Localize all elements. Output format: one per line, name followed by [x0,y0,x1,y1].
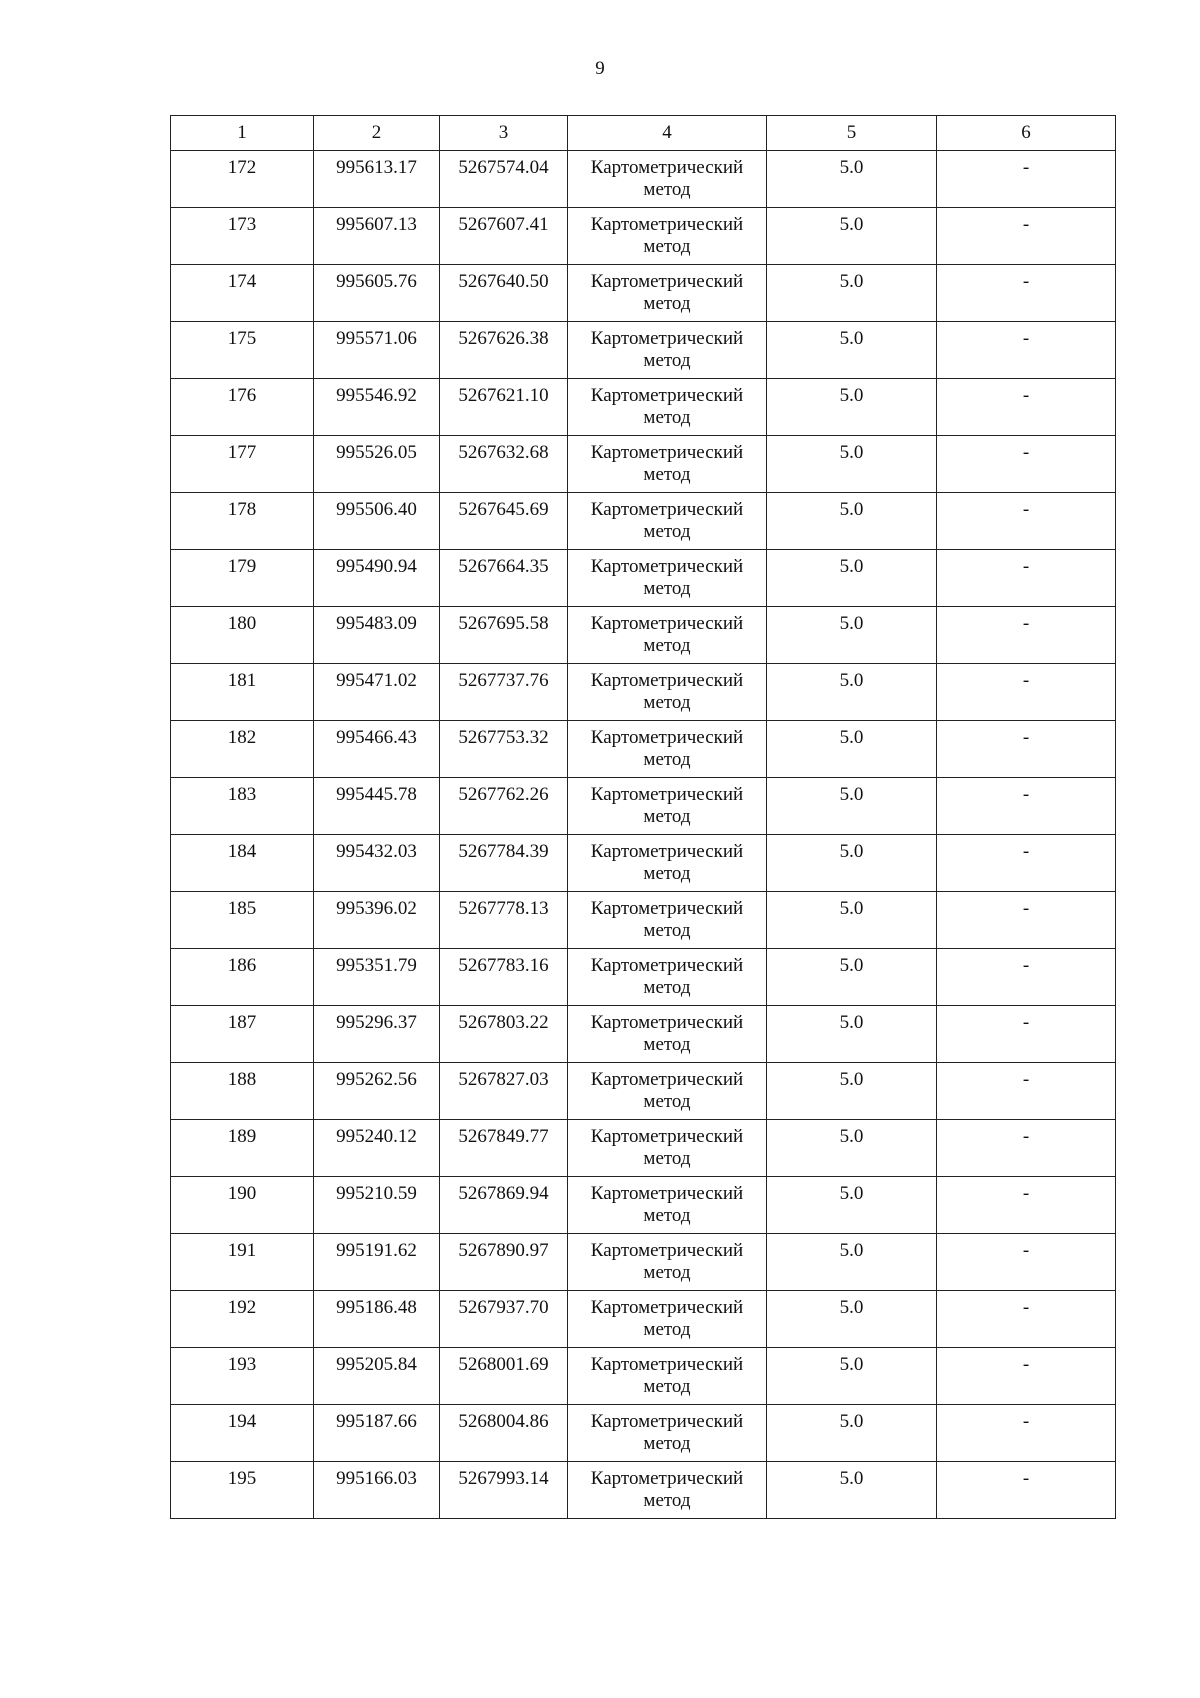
point-number-cell: 175 [171,322,314,379]
table-header [171,116,1116,151]
accuracy-cell: 5.0 [767,1405,937,1462]
accuracy-cell: 5.0 [767,1120,937,1177]
table-row [171,664,1116,721]
x-coordinate-cell: 995166.03 [314,1462,440,1519]
accuracy-cell: 5.0 [767,322,937,379]
x-coordinate-cell: 995571.06 [314,322,440,379]
note-cell: - [937,1063,1116,1120]
y-coordinate-cell: 5267621.10 [440,379,568,436]
table-row [171,322,1116,379]
x-coordinate-cell: 995471.02 [314,664,440,721]
method-cell: Картометрический метод [568,379,767,436]
method-cell: Картометрический метод [568,493,767,550]
accuracy-cell: 5.0 [767,1348,937,1405]
y-coordinate-cell: 5267664.35 [440,550,568,607]
header-cell-3: 3 [440,116,568,151]
point-number-cell: 194 [171,1405,314,1462]
point-number-cell: 185 [171,892,314,949]
point-number-cell: 173 [171,208,314,265]
note-cell: - [937,1348,1116,1405]
point-number-cell: 193 [171,1348,314,1405]
y-coordinate-cell: 5267937.70 [440,1291,568,1348]
y-coordinate-cell: 5267645.69 [440,493,568,550]
note-cell: - [937,1291,1116,1348]
table-row [171,721,1116,778]
x-coordinate-cell: 995607.13 [314,208,440,265]
accuracy-cell: 5.0 [767,1063,937,1120]
table-row [171,1405,1116,1462]
method-cell: Картометрический метод [568,322,767,379]
x-coordinate-cell: 995432.03 [314,835,440,892]
method-cell: Картометрический метод [568,892,767,949]
x-coordinate-cell: 995613.17 [314,151,440,208]
note-cell: - [937,436,1116,493]
method-cell: Картометрический метод [568,721,767,778]
x-coordinate-cell: 995546.92 [314,379,440,436]
x-coordinate-cell: 995191.62 [314,1234,440,1291]
note-cell: - [937,208,1116,265]
y-coordinate-cell: 5267640.50 [440,265,568,322]
method-cell: Картометрический метод [568,151,767,208]
y-coordinate-cell: 5267890.97 [440,1234,568,1291]
y-coordinate-cell: 5267632.68 [440,436,568,493]
x-coordinate-cell: 995296.37 [314,1006,440,1063]
point-number-cell: 176 [171,379,314,436]
table-row [171,835,1116,892]
accuracy-cell: 5.0 [767,949,937,1006]
method-cell: Картометрический метод [568,1291,767,1348]
table-row [171,1006,1116,1063]
y-coordinate-cell: 5267737.76 [440,664,568,721]
x-coordinate-cell: 995466.43 [314,721,440,778]
table-row [171,550,1116,607]
method-cell: Картометрический метод [568,778,767,835]
x-coordinate-cell: 995605.76 [314,265,440,322]
accuracy-cell: 5.0 [767,607,937,664]
x-coordinate-cell: 995240.12 [314,1120,440,1177]
y-coordinate-cell: 5267869.94 [440,1177,568,1234]
header-cell-5: 5 [767,116,937,151]
note-cell: - [937,379,1116,436]
x-coordinate-cell: 995483.09 [314,607,440,664]
note-cell: - [937,151,1116,208]
note-cell: - [937,721,1116,778]
table-row [171,208,1116,265]
accuracy-cell: 5.0 [767,379,937,436]
x-coordinate-cell: 995351.79 [314,949,440,1006]
method-cell: Картометрический метод [568,1234,767,1291]
point-number-cell: 180 [171,607,314,664]
point-number-cell: 187 [171,1006,314,1063]
coordinates-table [170,115,1116,1519]
table-row [171,1177,1116,1234]
table-row [171,265,1116,322]
y-coordinate-cell: 5267778.13 [440,892,568,949]
method-cell: Картометрический метод [568,1120,767,1177]
x-coordinate-cell: 995445.78 [314,778,440,835]
method-cell: Картометрический метод [568,664,767,721]
method-cell: Картометрический метод [568,1006,767,1063]
y-coordinate-cell: 5267753.32 [440,721,568,778]
table-row [171,1063,1116,1120]
method-cell: Картометрический метод [568,550,767,607]
accuracy-cell: 5.0 [767,1462,937,1519]
x-coordinate-cell: 995396.02 [314,892,440,949]
table-row [171,1234,1116,1291]
note-cell: - [937,1120,1116,1177]
x-coordinate-cell: 995187.66 [314,1405,440,1462]
table-row [171,778,1116,835]
y-coordinate-cell: 5267695.58 [440,607,568,664]
note-cell: - [937,607,1116,664]
method-cell: Картометрический метод [568,607,767,664]
method-cell: Картометрический метод [568,949,767,1006]
accuracy-cell: 5.0 [767,664,937,721]
y-coordinate-cell: 5267574.04 [440,151,568,208]
note-cell: - [937,835,1116,892]
point-number-cell: 183 [171,778,314,835]
table-row [171,1348,1116,1405]
y-coordinate-cell: 5268004.86 [440,1405,568,1462]
note-cell: - [937,1405,1116,1462]
y-coordinate-cell: 5267849.77 [440,1120,568,1177]
accuracy-cell: 5.0 [767,550,937,607]
table-row [171,607,1116,664]
note-cell: - [937,778,1116,835]
y-coordinate-cell: 5267993.14 [440,1462,568,1519]
y-coordinate-cell: 5267784.39 [440,835,568,892]
note-cell: - [937,1177,1116,1234]
accuracy-cell: 5.0 [767,1234,937,1291]
point-number-cell: 190 [171,1177,314,1234]
accuracy-cell: 5.0 [767,1177,937,1234]
method-cell: Картометрический метод [568,835,767,892]
note-cell: - [937,1462,1116,1519]
x-coordinate-cell: 995186.48 [314,1291,440,1348]
header-cell-2: 2 [314,116,440,151]
point-number-cell: 178 [171,493,314,550]
table-row [171,1462,1116,1519]
point-number-cell: 195 [171,1462,314,1519]
point-number-cell: 192 [171,1291,314,1348]
x-coordinate-cell: 995490.94 [314,550,440,607]
note-cell: - [937,322,1116,379]
y-coordinate-cell: 5267803.22 [440,1006,568,1063]
point-number-cell: 191 [171,1234,314,1291]
header-row [171,116,1116,151]
accuracy-cell: 5.0 [767,721,937,778]
method-cell: Картометрический метод [568,1405,767,1462]
header-cell-4: 4 [568,116,767,151]
note-cell: - [937,1234,1116,1291]
point-number-cell: 172 [171,151,314,208]
accuracy-cell: 5.0 [767,1291,937,1348]
method-cell: Картометрический метод [568,208,767,265]
table-row [171,949,1116,1006]
table-row [171,892,1116,949]
header-cell-1: 1 [171,116,314,151]
note-cell: - [937,1006,1116,1063]
point-number-cell: 184 [171,835,314,892]
accuracy-cell: 5.0 [767,835,937,892]
note-cell: - [937,265,1116,322]
x-coordinate-cell: 995526.05 [314,436,440,493]
accuracy-cell: 5.0 [767,493,937,550]
method-cell: Картометрический метод [568,436,767,493]
x-coordinate-cell: 995506.40 [314,493,440,550]
y-coordinate-cell: 5267607.41 [440,208,568,265]
accuracy-cell: 5.0 [767,778,937,835]
method-cell: Картометрический метод [568,265,767,322]
point-number-cell: 182 [171,721,314,778]
x-coordinate-cell: 995262.56 [314,1063,440,1120]
y-coordinate-cell: 5268001.69 [440,1348,568,1405]
point-number-cell: 189 [171,1120,314,1177]
y-coordinate-cell: 5267827.03 [440,1063,568,1120]
y-coordinate-cell: 5267626.38 [440,322,568,379]
accuracy-cell: 5.0 [767,151,937,208]
accuracy-cell: 5.0 [767,208,937,265]
page-number: 9 [595,58,605,79]
table-row [171,1120,1116,1177]
accuracy-cell: 5.0 [767,1006,937,1063]
point-number-cell: 174 [171,265,314,322]
table-row [171,1291,1116,1348]
y-coordinate-cell: 5267762.26 [440,778,568,835]
note-cell: - [937,550,1116,607]
point-number-cell: 186 [171,949,314,1006]
table-row [171,151,1116,208]
header-cell-6: 6 [937,116,1116,151]
method-cell: Картометрический метод [568,1462,767,1519]
accuracy-cell: 5.0 [767,265,937,322]
table-body [171,151,1116,1519]
note-cell: - [937,493,1116,550]
method-cell: Картометрический метод [568,1063,767,1120]
x-coordinate-cell: 995210.59 [314,1177,440,1234]
note-cell: - [937,949,1116,1006]
method-cell: Картометрический метод [568,1177,767,1234]
table-row [171,493,1116,550]
point-number-cell: 188 [171,1063,314,1120]
point-number-cell: 179 [171,550,314,607]
point-number-cell: 177 [171,436,314,493]
note-cell: - [937,892,1116,949]
table-row [171,379,1116,436]
y-coordinate-cell: 5267783.16 [440,949,568,1006]
method-cell: Картометрический метод [568,1348,767,1405]
accuracy-cell: 5.0 [767,892,937,949]
table-row [171,436,1116,493]
point-number-cell: 181 [171,664,314,721]
accuracy-cell: 5.0 [767,436,937,493]
note-cell: - [937,664,1116,721]
x-coordinate-cell: 995205.84 [314,1348,440,1405]
